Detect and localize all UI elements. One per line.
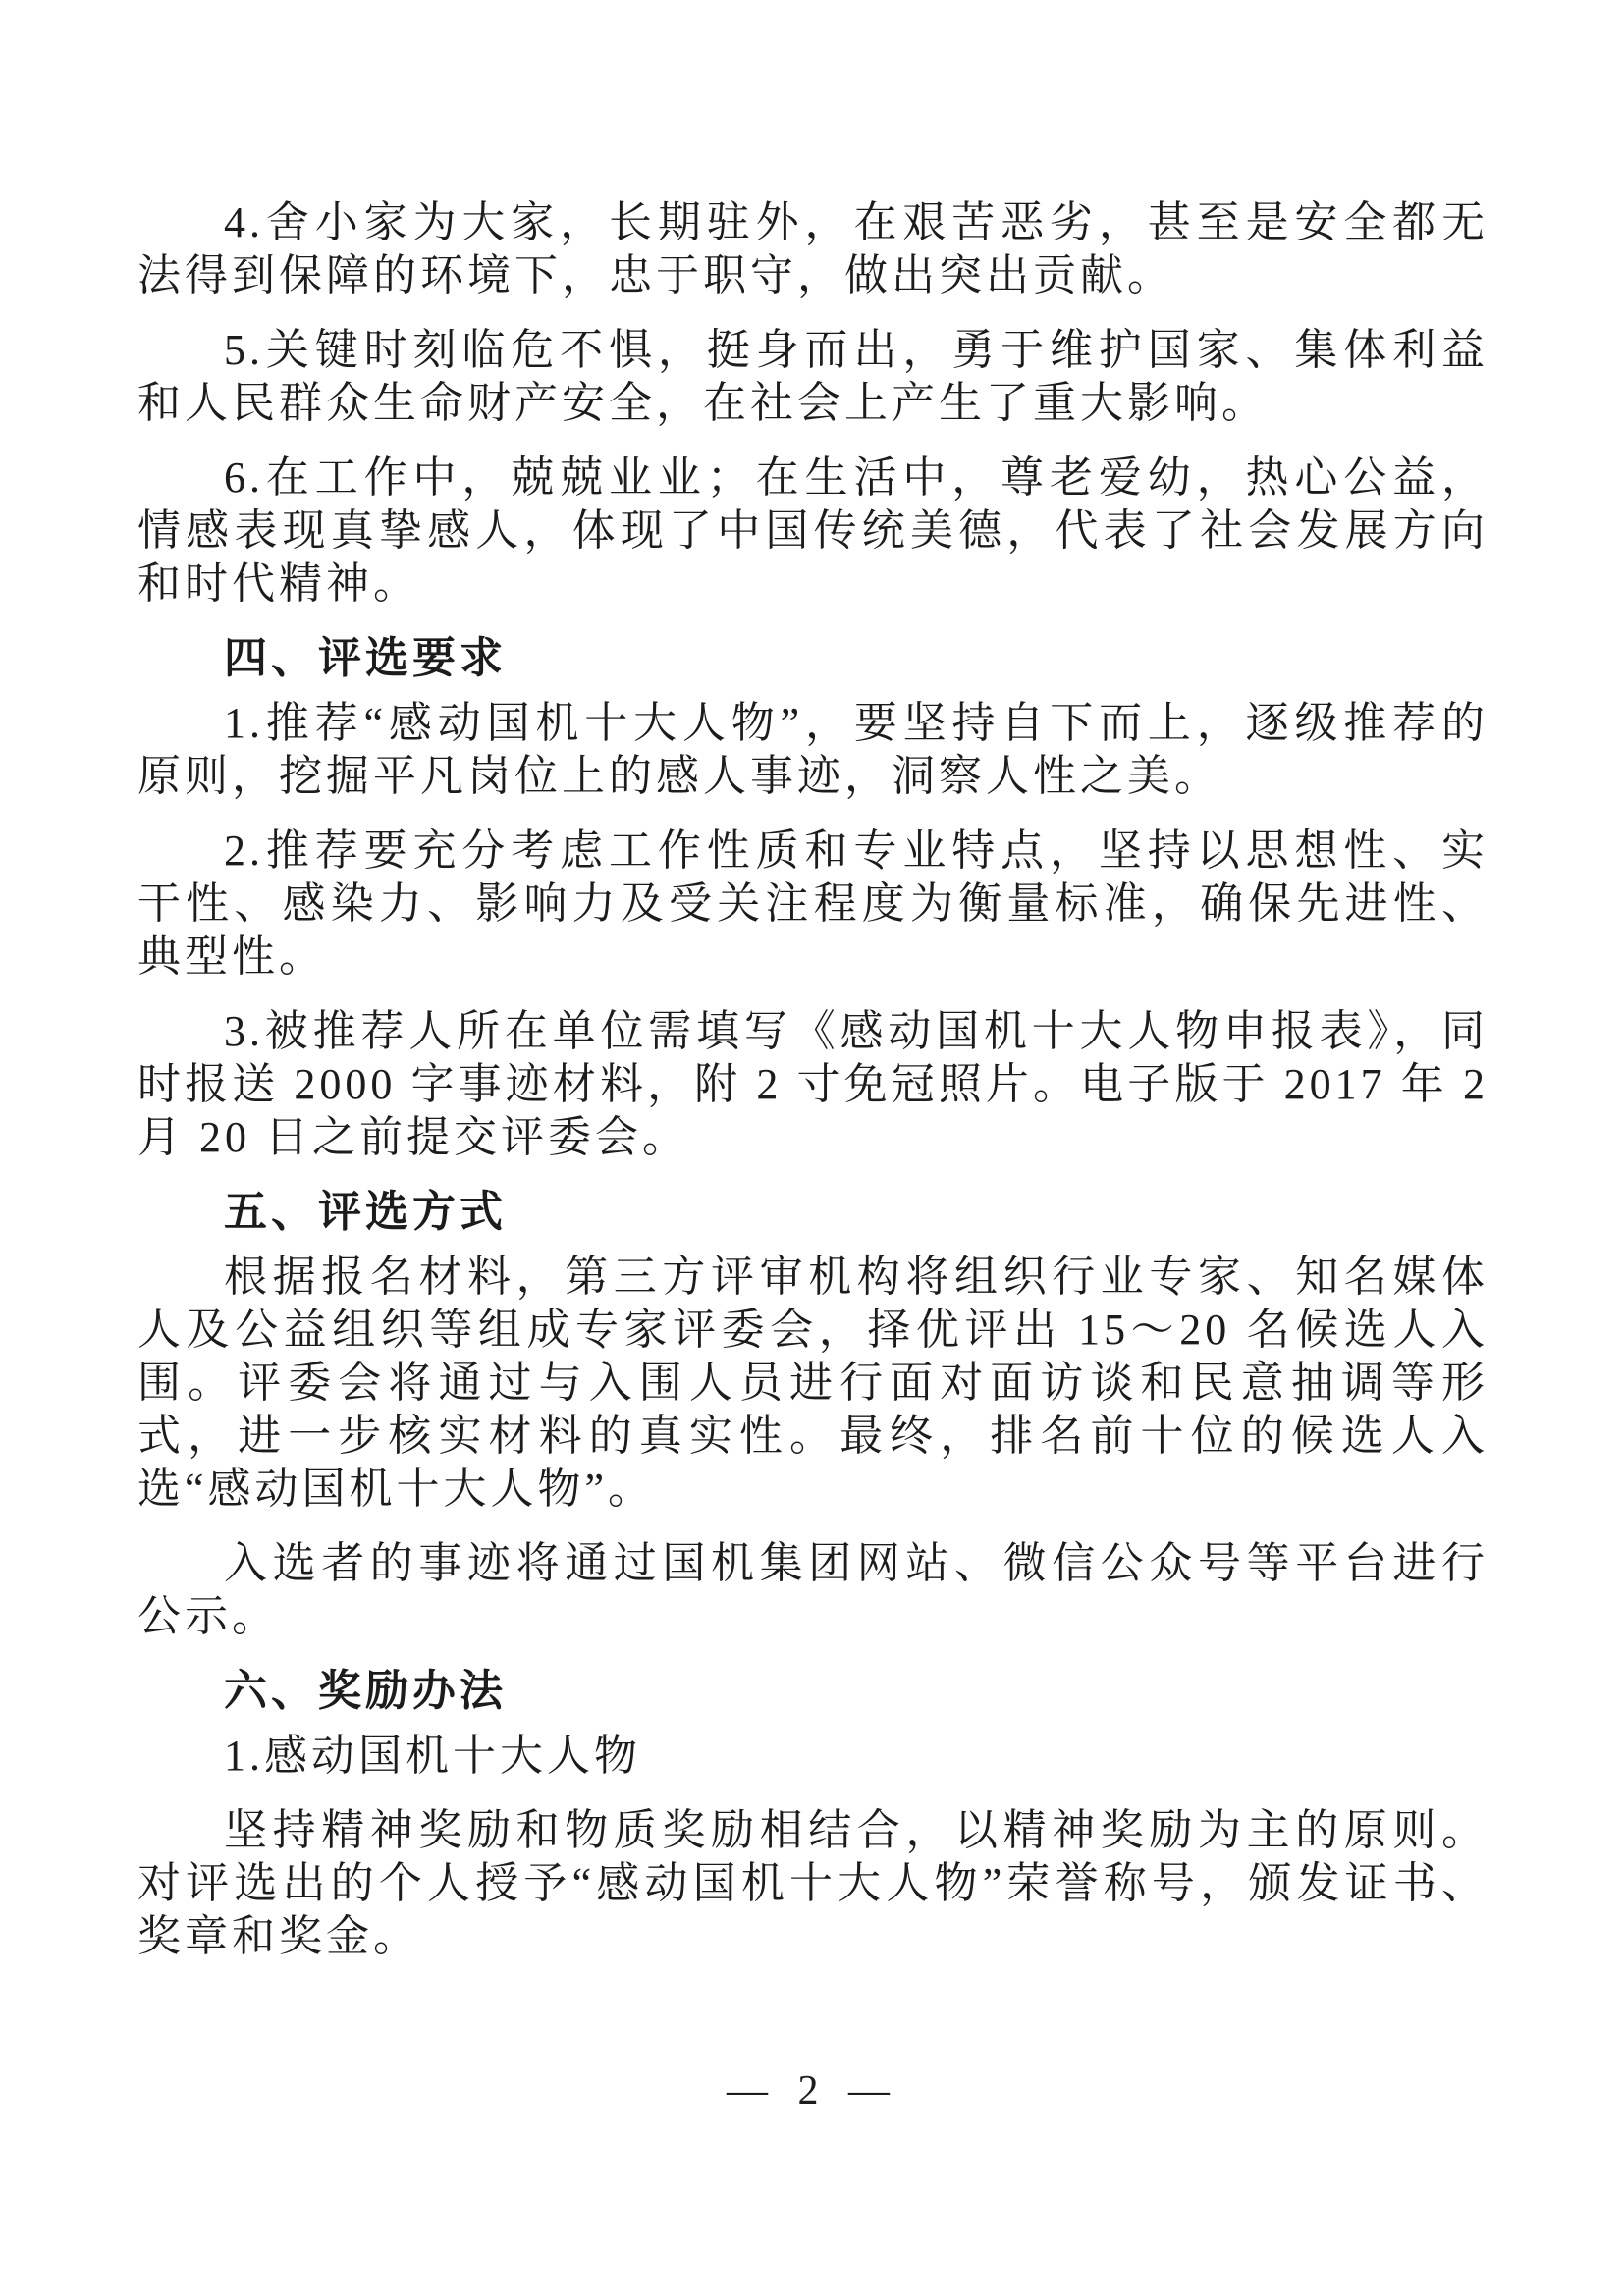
paragraph-method-1: 根据报名材料，第三方评审机构将组织行业专家、知名媒体人及公益组织等组成专家评委会，择优评出 15～20 名候选人入围。评委会将通过与入围人员进行面对面访谈和民意抽调等形式，进一步核实材料的真实性。最终，排名前十位的候选人入选“感动国机十大人物”。	[137, 1253, 1489, 1513]
paragraph-method-2: 入选者的事迹将通过国机集团网站、微信公众号等平台进行公示。	[137, 1539, 1489, 1640]
paragraph-criteria-4: 4.舍小家为大家，长期驻外，在艰苦恶劣，甚至是安全都无法得到保障的环境下，忠于职守，做出突出贡献。	[137, 198, 1489, 299]
paragraph-criteria-6: 6.在工作中，兢兢业业；在生活中，尊老爱幼，热心公益，情感表现真挚感人，体现了中国传统美德，代表了社会发展方向和时代精神。	[137, 454, 1489, 608]
section-heading-method: 五、评选方式	[224, 1188, 507, 1236]
page-number: — 2 —	[727, 2068, 899, 2113]
section-heading-rewards: 六、奖励办法	[224, 1667, 507, 1715]
paragraph-requirement-1: 1.推荐“感动国机十大人物”，要坚持自下而上，逐级推荐的原则，挖掘平凡岗位上的感人事迹，洞察人性之美。	[137, 699, 1489, 800]
paragraph-requirement-2: 2.推荐要充分考虑工作性质和专业特点，坚持以思想性、实干性、感染力、影响力及受关注程度为衡量标准，确保先进性、典型性。	[137, 827, 1489, 981]
section-heading-requirements: 四、评选要求	[224, 634, 507, 682]
paragraph-reward-detail: 坚持精神奖励和物质奖励相结合，以精神奖励为主的原则。对评选出的个人授予“感动国机十大人物”荣誉称号，颁发证书、奖章和奖金。	[137, 1806, 1489, 1960]
document-body	[137, 196, 1489, 1985]
paragraph-requirement-3: 3.被推荐人所在单位需填写《感动国机十大人物申报表》，同时报送 2000 字事迹材料，附 2 寸免冠照片。电子版于 2017 年 2 月 20 日之前提交评委会。	[137, 1007, 1489, 1161]
paragraph-reward-title: 1.感动国机十大人物	[224, 1732, 641, 1780]
page-footer	[137, 2067, 1489, 2114]
paragraph-criteria-5: 5.关键时刻临危不惧，挺身而出，勇于维护国家、集体利益和人民群众生命财产安全，在社会上产生了重大影响。	[137, 326, 1489, 427]
